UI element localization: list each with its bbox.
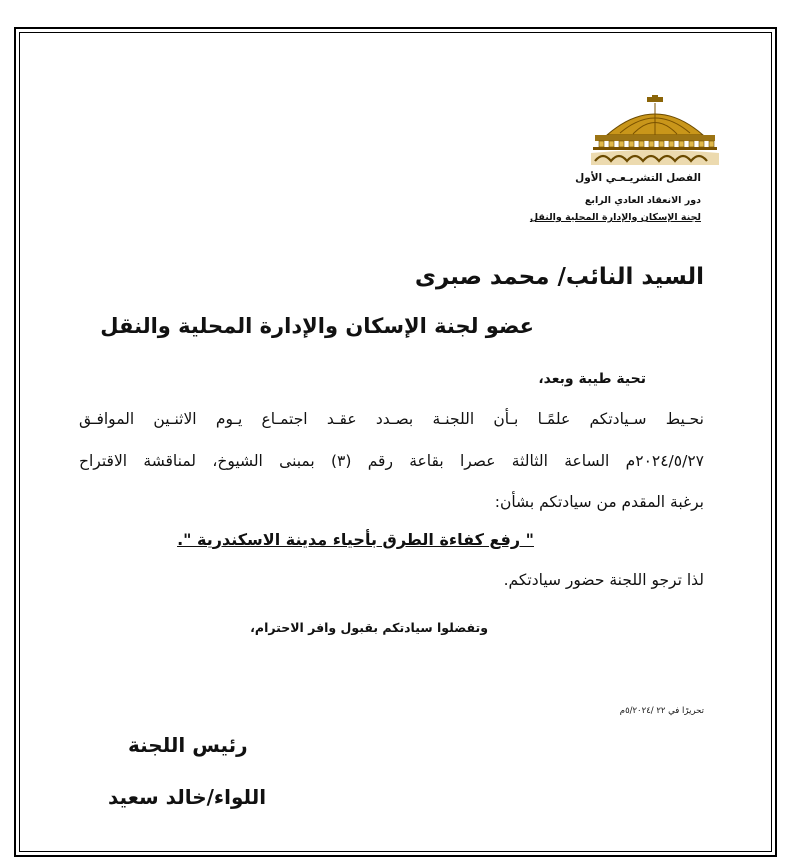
issue-date: تحريرًا في ٢٢ /٥/٢٠٢٤م <box>619 706 704 716</box>
addressee: السيد النائب/ محمد صبرى <box>414 264 704 290</box>
proposal-subject: " رفع كفاءة الطرق بأحياء مدينة الاسكندرية ". <box>177 530 534 549</box>
body-line-1: نحـيط سـيادتكم علمًـا بـأن اللجنـة بصـدد عقـد اجتمـاع يـوم الاثنـين الموافـق <box>79 410 704 428</box>
session-round: دور الانعقاد العادي الرابع <box>584 195 701 206</box>
body-line-2: ٢٠٢٤/٥/٢٧م الساعة الثالثة عصرا بقاعة رقم (٣) بمبنى الشيوخ، لمناقشة الاقتراح <box>79 452 704 470</box>
closing-line: وتفضلوا سيادتكم بقبول وافر الاحترام، <box>250 620 488 635</box>
senate-dome-emblem-icon <box>585 95 725 170</box>
committee-name: لجنة الإسكان والإدارة المحلية والنقل <box>529 212 701 223</box>
signature-name: اللواء/خالد سعيد <box>108 785 267 809</box>
greeting: تحية طيبة وبعد، <box>538 371 646 387</box>
body-line-3: برغبة المقدم من سيادتكم بشأن: <box>494 493 704 511</box>
attendance-request: لذا ترجو اللجنة حضور سيادتكم. <box>503 571 704 589</box>
member-line: عضو لجنة الإسكان والإدارة المحلية والنقل <box>100 314 534 338</box>
signature-title: رئيس اللجنة <box>128 733 248 757</box>
legislative-term: الفصل التشريـعـي الأول <box>575 172 701 184</box>
